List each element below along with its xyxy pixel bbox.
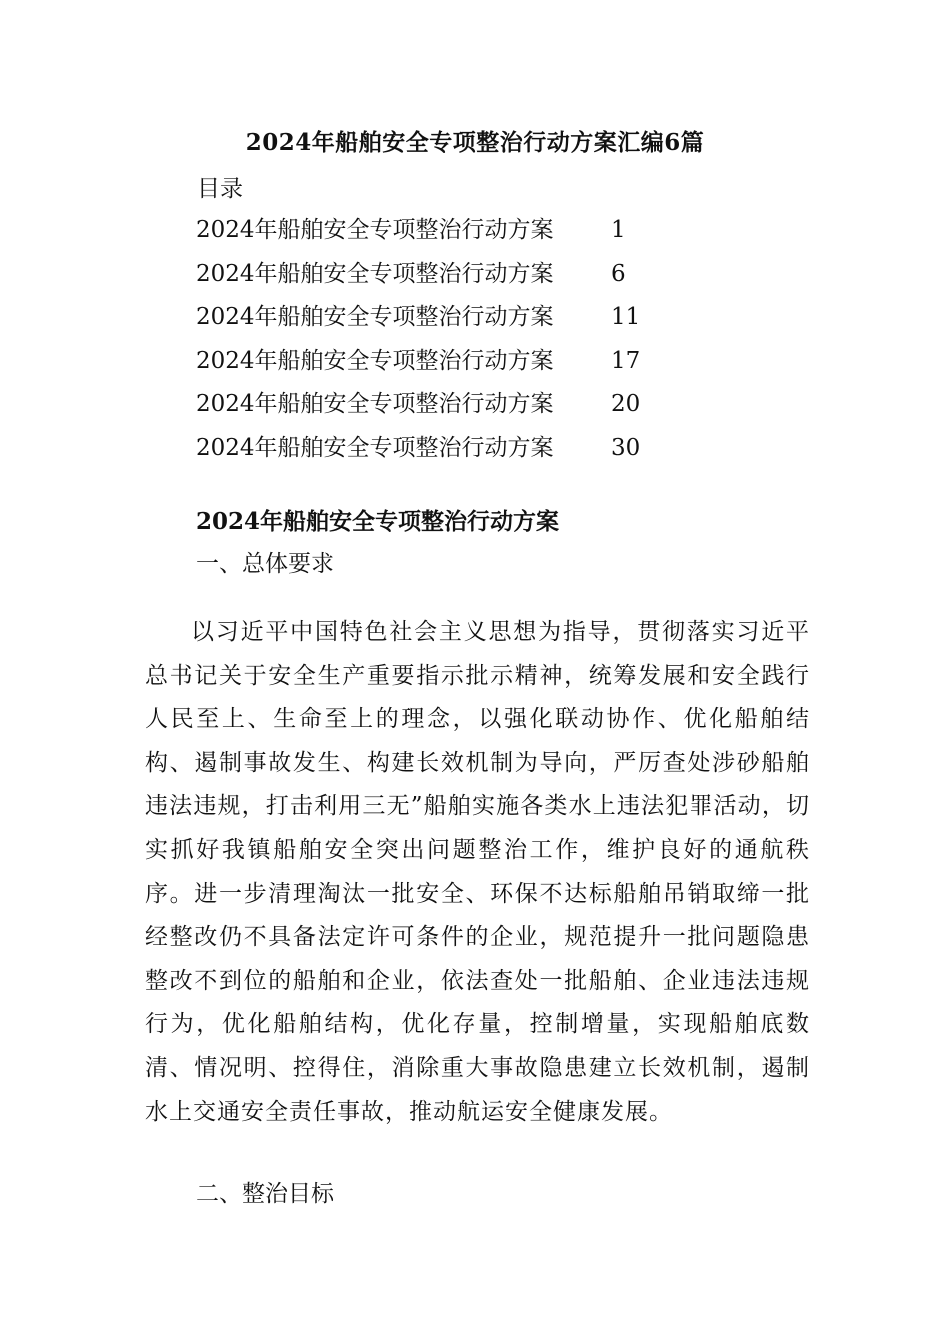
toc-entry[interactable] <box>196 383 640 427</box>
toc-entry-title: 2024年船舶安全专项整治行动方案 <box>196 217 554 243</box>
heading-rectification-goals: 二、整治目标 <box>196 1181 334 1207</box>
toc-entry-title: 2024年船舶安全专项整治行动方案 <box>196 260 554 287</box>
toc-entry-page: 17 <box>611 347 641 374</box>
toc-entry[interactable] <box>196 427 640 471</box>
toc-entry[interactable] <box>196 209 640 253</box>
toc-entry-title: 2024年船舶安全专项整治行动方案 <box>196 434 554 461</box>
heading-general-requirements: 一、总体要求 <box>196 551 334 577</box>
toc-entry-page: 20 <box>611 391 641 418</box>
toc-entry-title: 2024年船舶安全专项整治行动方案 <box>196 347 554 374</box>
toc-heading: 目录 <box>197 176 243 202</box>
section-title: 2024年船舶安全专项整治行动方案 <box>196 508 560 535</box>
body-paragraph: 以习近平中国特色社会主义思想为指导，贯彻落实习近平总书记关于安全生产重要指示批示精神，统筹发展和安全践行人民至上、生命至上的理念，以强化联动协作、优化船舶结构、遏制事故发生、构建长效机制为导向，严厉查处涉砂船舶违法违规，打击利用三无”船舶实施各类水上违法犯罪活动，切实抓好我镇船舶安全突出问题整治工作，维护良好的通航秩序。进一步清理淘汰一批安全、环保不达标船舶吊销取缔一批经整改仍不具备法定许可条件的企业，规范提升一批问题隐患整改不到位的船舶和企业，依法查处一批船舶、企业违法违规行为，优化船舶结构，优化存量，控制增量，实现船舶底数清、情况明、控得住，消除重大事故隐患建立长效机制，遏制水上交通安全责任事故，推动航运安全健康发展。 <box>145 619 810 1125</box>
toc-entry[interactable] <box>196 296 640 340</box>
toc-entry-title: 2024年船舶安全专项整治行动方案 <box>196 304 554 331</box>
toc-entry[interactable] <box>196 253 640 297</box>
toc-entry-title: 2024年船舶安全专项整治行动方案 <box>196 391 554 418</box>
table-of-contents <box>196 209 640 471</box>
toc-entry[interactable] <box>196 340 640 384</box>
toc-entry-page: 30 <box>611 434 641 461</box>
toc-entry-page: 1 <box>611 217 626 243</box>
document-title: 2024年船舶安全专项整治行动方案汇编6篇 <box>245 129 705 156</box>
toc-entry-page: 11 <box>611 304 641 331</box>
toc-entry-page: 6 <box>611 260 626 287</box>
